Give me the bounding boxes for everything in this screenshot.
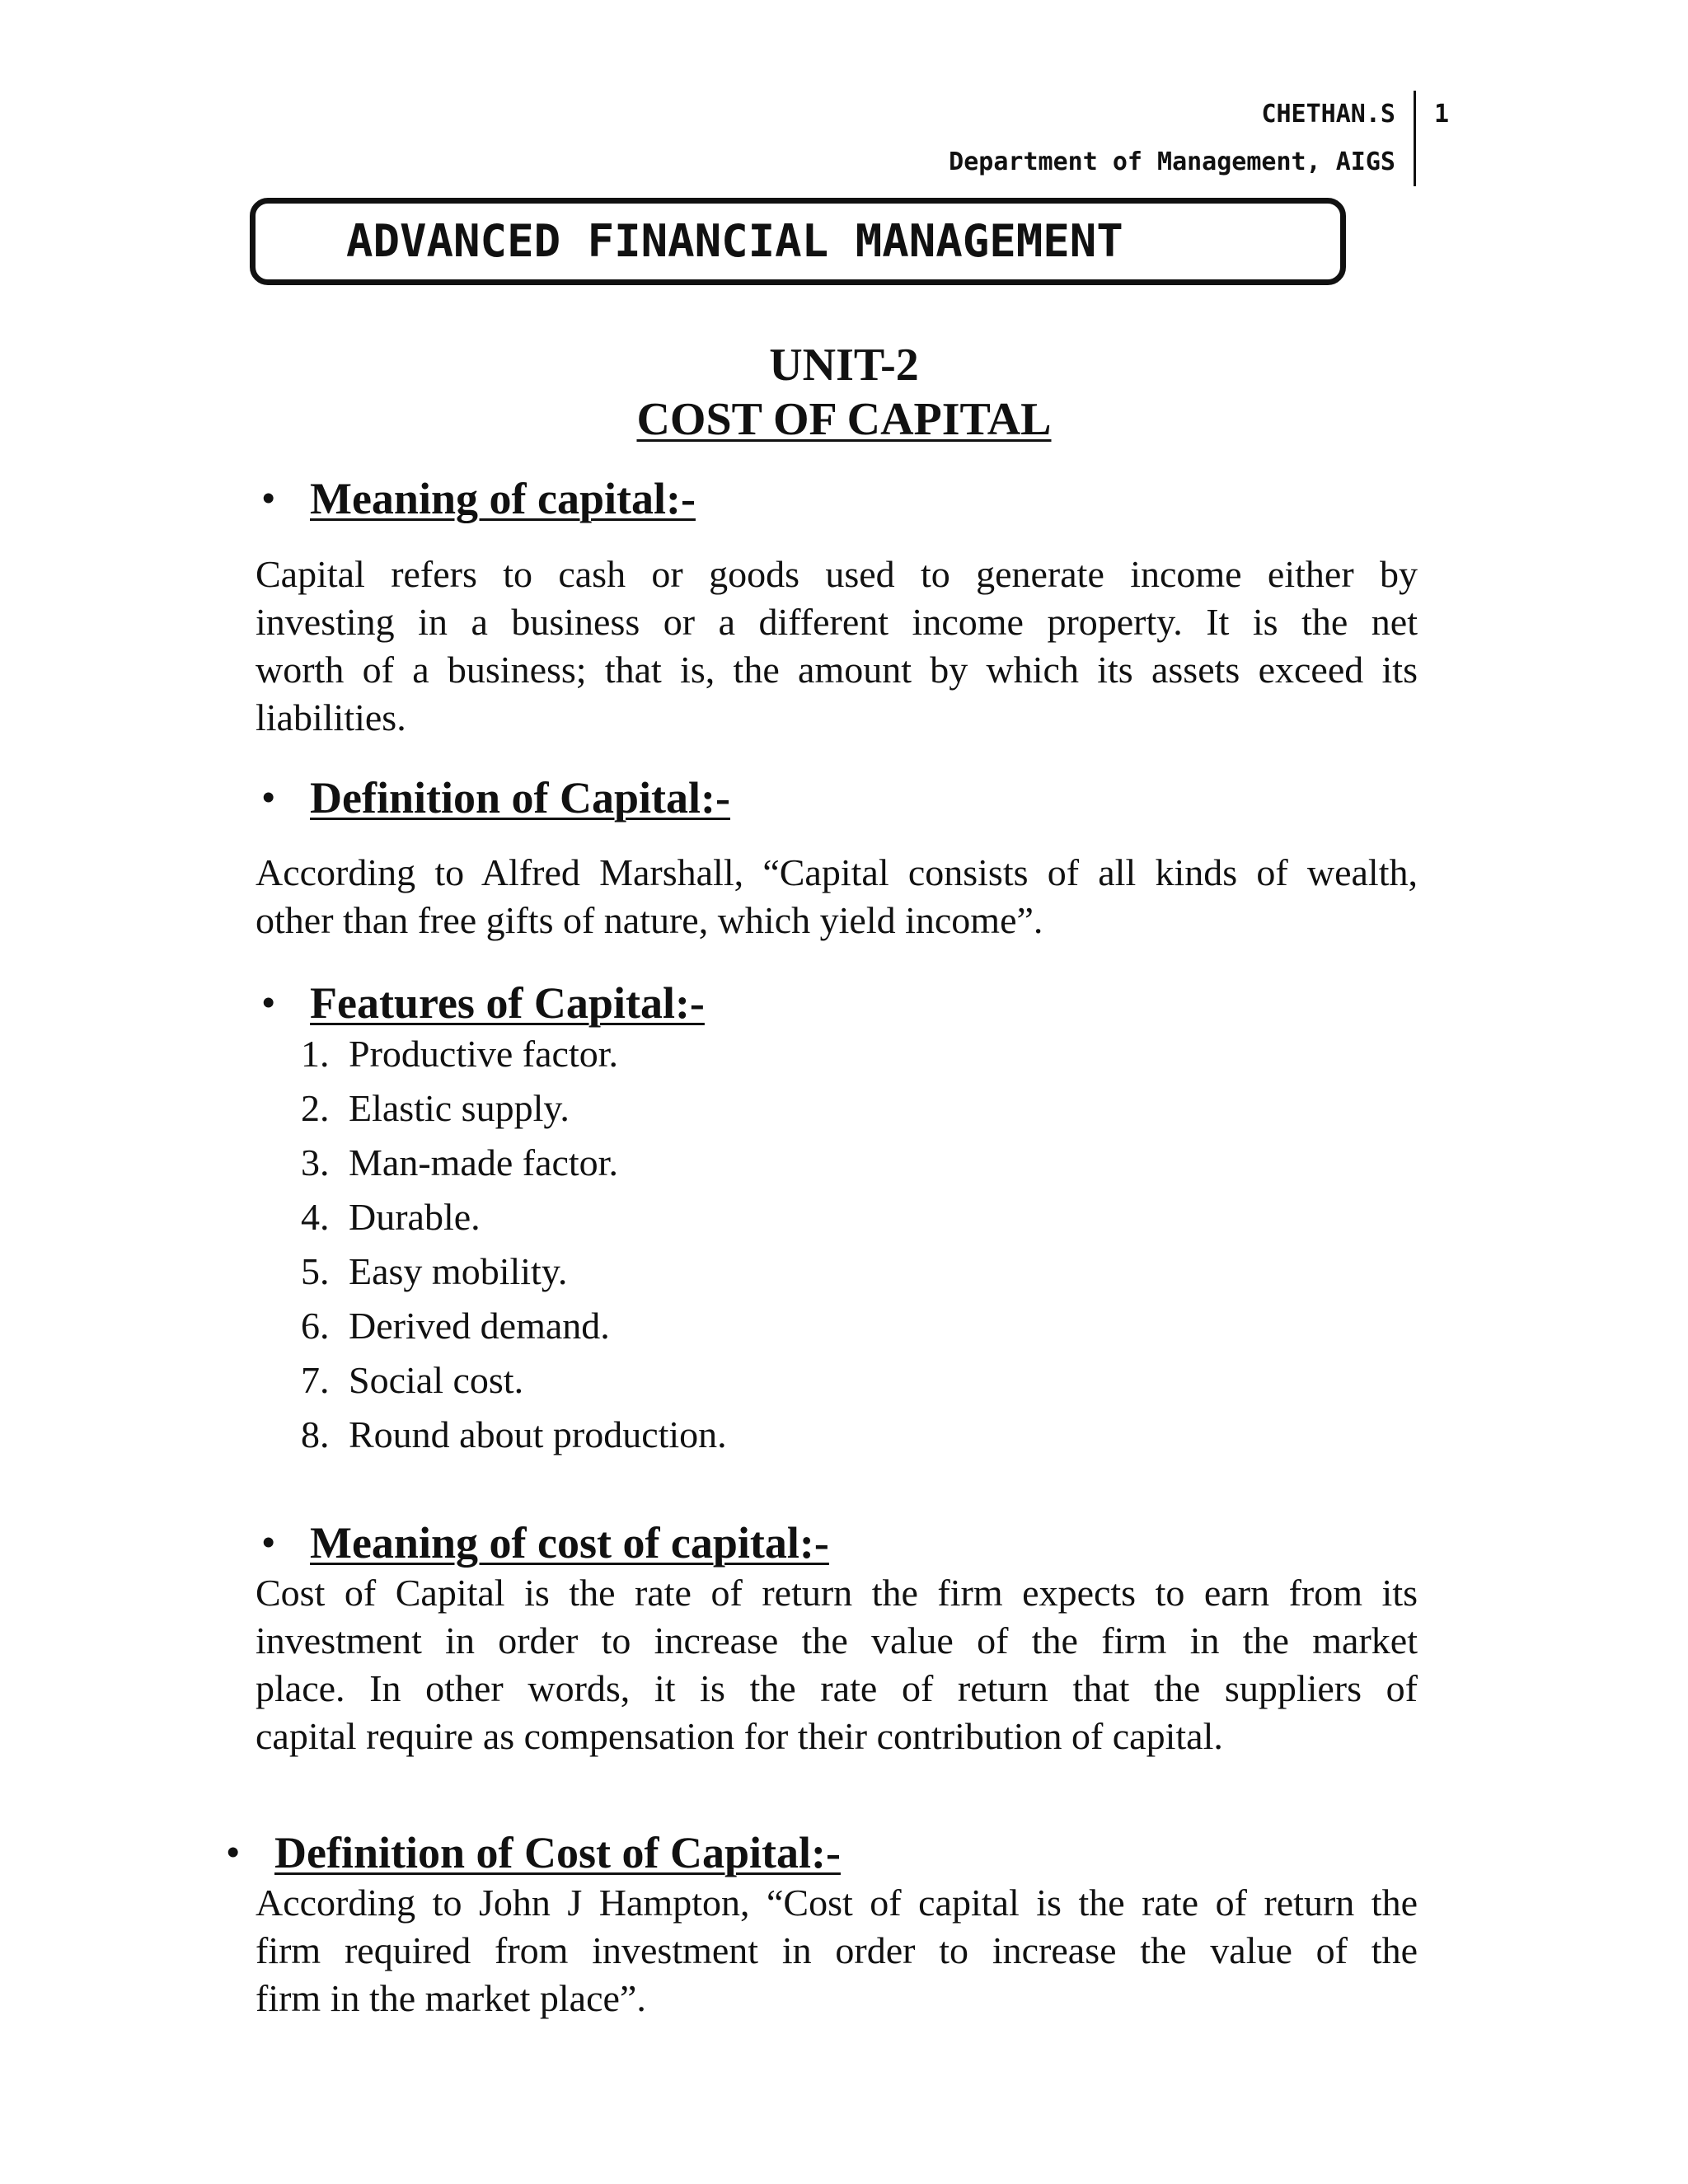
list-item-text: Elastic supply. <box>349 1087 570 1129</box>
list-item-text: Social cost. <box>349 1359 524 1401</box>
paragraph-line: worth of a business; that is, the amount by which its assets exceed its <box>256 649 1418 691</box>
list-item-number: 4. <box>301 1196 330 1238</box>
paragraph-line: other than free gifts of nature, which yield income”. <box>256 899 1043 941</box>
bullet-icon: • <box>262 478 275 518</box>
list-item-text: Man-made factor. <box>349 1141 618 1183</box>
paragraph-line: According to John J Hampton, “Cost of capital is the rate of return the <box>256 1882 1418 1924</box>
list-item-number: 5. <box>301 1250 330 1292</box>
list-item-number: 6. <box>301 1305 330 1347</box>
features-list <box>301 1027 727 1462</box>
list-item <box>301 1244 727 1299</box>
author-name: CHETHAN.S <box>1261 100 1395 129</box>
paragraph-line: firm in the market place”. <box>256 1977 646 2019</box>
document-title: ADVANCED FINANCIAL MANAGEMENT <box>346 215 1123 267</box>
section-heading-label: Definition of Cost of Capital:- <box>274 1828 841 1877</box>
bullet-icon: • <box>227 1832 240 1872</box>
list-item-text: Derived demand. <box>349 1305 610 1347</box>
list-item <box>301 1081 727 1136</box>
list-item-text: Durable. <box>349 1196 481 1238</box>
page-number: 1 <box>1434 100 1450 129</box>
paragraph-line: investment in order to increase the value of the firm in the market <box>256 1619 1418 1661</box>
paragraph-line: capital require as compensation for their contribution of capital. <box>256 1715 1223 1757</box>
section-heading-meaning-of-capital <box>262 472 696 525</box>
section-heading-features-of-capital <box>262 977 705 1029</box>
section-heading-label: Meaning of capital:- <box>310 474 696 523</box>
unit-number: UNIT-2 <box>769 340 919 391</box>
department-name: Department of Management, AIGS <box>949 148 1395 176</box>
paragraph-line: Cost of Capital is the rate of return the firm expects to earn from its <box>256 1572 1418 1614</box>
paragraph-definition-of-capital <box>256 849 1418 944</box>
bullet-icon: • <box>262 982 275 1023</box>
paragraph-line: investing in a business or a different income property. It is the net <box>256 601 1418 643</box>
list-item <box>301 1299 727 1353</box>
list-item-text: Easy mobility. <box>349 1250 568 1292</box>
list-item-number: 3. <box>301 1141 330 1183</box>
page-header <box>571 91 1416 186</box>
paragraph-definition-of-cost-of-capital <box>256 1879 1418 2022</box>
list-item-number: 1. <box>301 1033 330 1075</box>
paragraph-line: firm required from investment in order to increase the value of the <box>256 1929 1418 1971</box>
section-heading-definition-of-capital <box>262 771 730 824</box>
list-item-number: 8. <box>301 1413 330 1455</box>
list-item-number: 2. <box>301 1087 330 1129</box>
list-item <box>301 1353 727 1408</box>
section-heading-definition-of-cost-of-capital <box>227 1826 841 1879</box>
paragraph-meaning-of-cost-of-capital <box>256 1569 1418 1760</box>
title-box <box>250 198 1346 285</box>
paragraph-line: liabilities. <box>256 696 406 738</box>
paragraph-line: place. In other words, it is the rate of return that the suppliers of <box>256 1667 1418 1709</box>
section-heading-meaning-of-cost-of-capital <box>262 1516 829 1569</box>
list-item <box>301 1408 727 1462</box>
unit-name: COST OF CAPITAL <box>636 394 1052 445</box>
section-heading-label: Features of Capital:- <box>310 978 705 1028</box>
list-item <box>301 1136 727 1190</box>
list-item-text: Productive factor. <box>349 1033 619 1075</box>
section-heading-label: Definition of Capital:- <box>310 773 730 823</box>
paragraph-line: Capital refers to cash or goods used to generate income either by <box>256 553 1418 595</box>
list-item <box>301 1190 727 1244</box>
bullet-icon: • <box>262 1522 275 1563</box>
unit-heading <box>0 338 1688 447</box>
section-heading-label: Meaning of cost of capital:- <box>310 1518 829 1568</box>
paragraph-meaning-of-capital <box>256 551 1418 742</box>
list-item-text: Round about production. <box>349 1413 727 1455</box>
paragraph-line: According to Alfred Marshall, “Capital consists of all kinds of wealth, <box>256 851 1418 893</box>
list-item <box>301 1027 727 1081</box>
bullet-icon: • <box>262 777 275 818</box>
list-item-number: 7. <box>301 1359 330 1401</box>
